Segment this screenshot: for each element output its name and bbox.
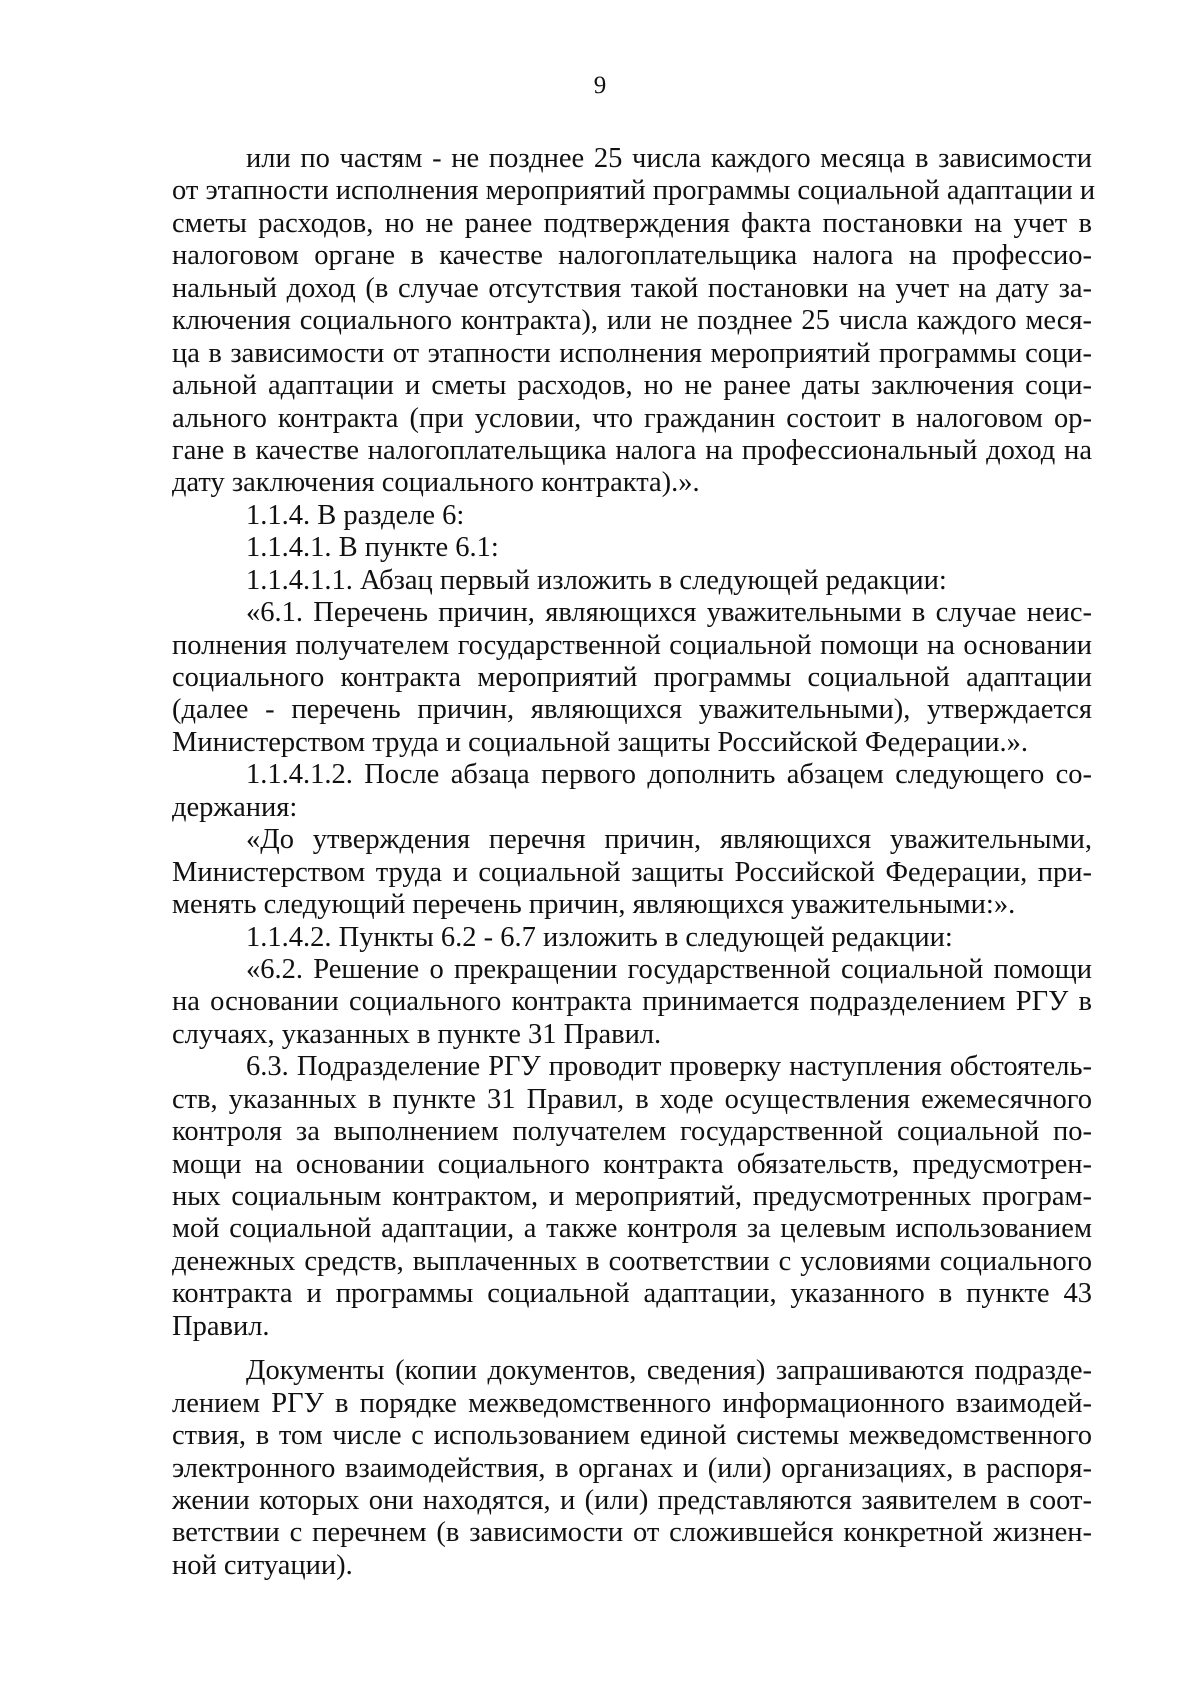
text-line: лением РГУ в порядке межведомственного информационного взаимодей- — [172, 1387, 1092, 1419]
text-line: электронного взаимодействия, в органах и (или) организациях, в распоря- — [172, 1452, 1092, 1484]
text-line: альной адаптации и сметы расходов, но не ранее даты заключения соци- — [172, 370, 1092, 402]
text-line: ца в зависимости от этапности исполнения мероприятий программы соци- — [172, 337, 1092, 369]
text-line: «6.2. Решение о прекращении государственной социальной помощи — [246, 953, 1092, 985]
text-line: Министерством труда и социальной защиты Российской Федерации.». — [172, 726, 1029, 758]
text-line: на основании социального контракта принимается подразделением РГУ в — [172, 986, 1092, 1018]
page-number: 9 — [593, 72, 607, 99]
text-line: ствия, в том числе с использованием единой системы межведомственного — [172, 1420, 1092, 1452]
document-body — [172, 143, 1096, 1582]
text-line: от этапности исполнения мероприятий программы социальной адаптации и — [172, 175, 1096, 207]
text-line: или по частям - не позднее 25 числа каждого месяца в зависимости — [246, 143, 1092, 174]
text-line: мой социальной адаптации, а также контроля за целевым использованием — [172, 1213, 1092, 1245]
text-line: ветствии с перечнем (в зависимости от сложившейся конкретной жизнен- — [172, 1517, 1092, 1549]
text-line: мощи на основании социального контракта обязательств, предусмотрен- — [172, 1148, 1092, 1180]
text-line: полнения получателем государственной социальной помощи на основании — [172, 629, 1092, 661]
text-line: контракта и программы социальной адаптации, указанного в пункте 43 — [172, 1278, 1092, 1310]
text-line: контроля за выполнением получателем государственной социальной по- — [172, 1116, 1092, 1148]
text-line: 1.1.4. В разделе 6: — [246, 499, 465, 531]
text-line: Документы (копии документов, сведения) запрашиваются подразде- — [246, 1355, 1092, 1387]
text-line: ных социальным контрактом, и мероприятий, предусмотренных програм- — [172, 1181, 1092, 1212]
text-line: «6.1. Перечень причин, являющихся уважительными в случае неис- — [246, 597, 1092, 629]
text-line: 1.1.4.1.2. После абзаца первого дополнить абзацем следующего со- — [246, 759, 1092, 791]
paragraph-gap — [172, 1343, 1092, 1355]
text-line: налоговом органе в качестве налогоплательщика налога на профессио- — [172, 240, 1092, 272]
text-line: «До утверждения перечня причин, являющихся уважительными, — [246, 824, 1092, 856]
text-line: ств, указанных в пункте 31 Правил, в ходе осуществления ежемесячного — [172, 1083, 1092, 1115]
text-line: ключения социального контракта), или не позднее 25 числа каждого меся- — [172, 305, 1092, 337]
text-line: Правил. — [172, 1310, 270, 1342]
text-line: жении которых они находятся, и (или) представляются заявителем в соот- — [172, 1484, 1092, 1516]
text-line: дату заключения социального контракта).». — [172, 467, 700, 499]
text-line: держания: — [172, 791, 298, 823]
text-line: ального контракта (при условии, что гражданин состоит в налоговом ор- — [172, 402, 1092, 434]
text-line: 1.1.4.1. В пункте 6.1: — [246, 532, 499, 564]
text-line: денежных средств, выплаченных в соответствии с условиями социального — [172, 1245, 1092, 1277]
text-line: 1.1.4.2. Пункты 6.2 - 6.7 изложить в следующей редакции: — [246, 921, 953, 953]
text-line: 1.1.4.1.1. Абзац первый изложить в следующей редакции: — [246, 564, 947, 596]
text-line: 6.3. Подразделение РГУ проводит проверку наступления обстоятель- — [246, 1051, 1092, 1083]
text-line: гане в качестве налогоплательщика налога на профессиональный доход на — [172, 434, 1092, 466]
text-line: социального контракта мероприятий программы социальной адаптации — [172, 662, 1092, 693]
text-line: (далее - перечень причин, являющихся уважительными), утверждается — [172, 694, 1092, 726]
text-line: Министерством труда и социальной защиты Российской Федерации, при- — [172, 856, 1092, 888]
text-line: менять следующий перечень причин, являющихся уважительными:». — [172, 889, 1016, 921]
text-line: нальный доход (в случае отсутствия такой постановки на учет на дату за- — [172, 272, 1092, 304]
text-line: сметы расходов, но не ранее подтверждения факта постановки на учет в — [172, 207, 1092, 239]
text-line: случаях, указанных в пункте 31 Правил. — [172, 1018, 662, 1050]
text-line: ной ситуации). — [172, 1549, 353, 1581]
